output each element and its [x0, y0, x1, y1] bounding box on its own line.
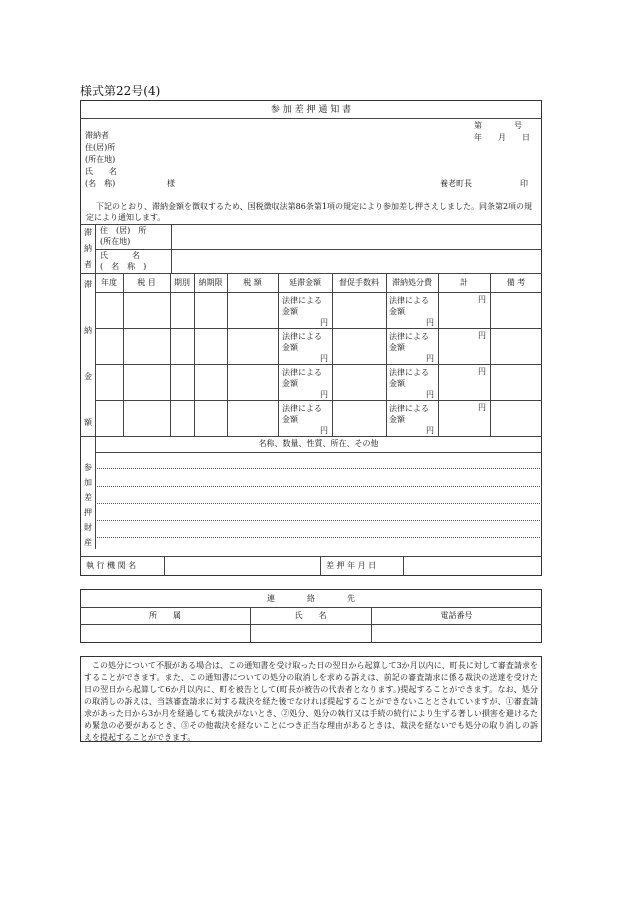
disposition-legal-label: 法律による金額 — [389, 404, 429, 424]
late-fee-yen: 円 — [320, 318, 328, 327]
delinquent-corp-label: ( 名 称 ) — [100, 262, 147, 271]
col-reminder-fee: 督促手数料 — [339, 278, 379, 287]
seal-mark: 印 — [520, 179, 528, 188]
col-tax-item: 税 目 — [137, 278, 156, 287]
address-label: 住(居)所 — [85, 143, 116, 152]
execution-agency-label: 執 行 機 関 名 — [86, 561, 137, 570]
total-yen: 円 — [478, 295, 486, 304]
total-yen: 円 — [478, 403, 486, 412]
delinquent-vertical-label: 滞 納 者 — [84, 228, 92, 269]
honorific: 様 — [167, 179, 175, 188]
location-label: (所在地) — [85, 155, 116, 164]
number-label: 第 号 — [474, 121, 522, 130]
col-tax-amount: 税 額 — [243, 278, 262, 287]
delinquent-location-label: (所在地) — [100, 237, 131, 246]
contact-col-dept: 所 属 — [149, 611, 181, 620]
col-late-fee: 延滞金額 — [289, 278, 321, 287]
issuer: 養老町長 — [440, 179, 472, 188]
appeal-notice-text: この処分について不服がある場合は、この通知書を受け取った日の翌日から起算して3か月以内に、町長に対して審査請求をすることができます。また、この通知書についての処分の取消しを求める訴えは、前記の審査請求に係る裁決の送達を受けた日の翌日から起算して6か月以内に、町を被告として(町長が被告の代表者となります。)提起することができます。なお、処分の取消しの訴えは、当該審査請求に対する裁決を経た後でなければ提起することができないこととされていますが、①審査請求があった日から3か月を経過しても裁決がないとき、②処分、処分の執行又は手続の続行により生ずる著しい損害を避けるため緊急の必要があるとき、③その他裁決を経ないことにつき正当な理由があるときは、裁決を経ないでも処分の取り消しの訴えを提起することができます。 — [84, 661, 538, 742]
col-period: 期別 — [174, 278, 190, 287]
col-remarks: 備 考 — [506, 278, 526, 287]
property-header: 名称、数量、性質、所在、その他 — [258, 439, 379, 448]
delinquent-address-label: 住 (居) 所 — [100, 226, 147, 235]
contact-col-phone: 電話番号 — [440, 611, 473, 620]
late-fee-yen: 円 — [320, 390, 328, 399]
late-fee-yen: 円 — [320, 426, 328, 435]
name-label: 氏 名 — [85, 167, 117, 176]
total-yen: 円 — [478, 331, 486, 340]
contact-title: 連 絡 先 — [267, 594, 355, 603]
total-yen: 円 — [478, 367, 486, 376]
corp-name-label: (名 称) — [85, 179, 116, 188]
disposition-yen: 円 — [426, 318, 434, 327]
col-disposition-cost: 滞納処分費 — [392, 278, 432, 287]
form-title: 参 加 差 押 通 知 書 — [270, 105, 352, 115]
disposition-yen: 円 — [426, 354, 434, 363]
amount-vertical-label: 滞 納 金 額 — [84, 280, 92, 427]
delinquent-label: 滞納者 — [85, 131, 109, 140]
contact-col-name: 氏 名 — [294, 611, 327, 620]
property-vertical-label: 参 加 差 押 財 産 — [84, 463, 92, 547]
late-fee-legal-label: 法律による金額 — [282, 368, 322, 388]
late-fee-legal-label: 法律による金額 — [282, 332, 322, 352]
col-total: 計 — [460, 278, 468, 287]
form-number: 様式第22号(4) — [80, 84, 161, 98]
late-fee-yen: 円 — [320, 354, 328, 363]
disposition-yen: 円 — [426, 390, 434, 399]
late-fee-legal-label: 法律による金額 — [282, 404, 322, 424]
delinquent-name-label: 氏 名 — [100, 251, 140, 260]
disposition-legal-label: 法律による金額 — [389, 332, 429, 352]
seizure-date-label: 差 押 年 月 日 — [326, 561, 377, 570]
late-fee-legal-label: 法律による金額 — [282, 296, 322, 316]
disposition-legal-label: 法律による金額 — [389, 296, 429, 316]
intro-text: 下記のとおり、滞納金額を徴収するため、国税徴収法第86条第1項の規定により参加差し押さえしました。同条第2項の規定により通知します。 — [86, 202, 533, 222]
date-label: 年 月 日 — [474, 133, 530, 142]
disposition-yen: 円 — [426, 426, 434, 435]
col-due-date: 納期限 — [198, 278, 223, 287]
col-year: 年度 — [101, 278, 117, 287]
disposition-legal-label: 法律による金額 — [389, 368, 429, 388]
